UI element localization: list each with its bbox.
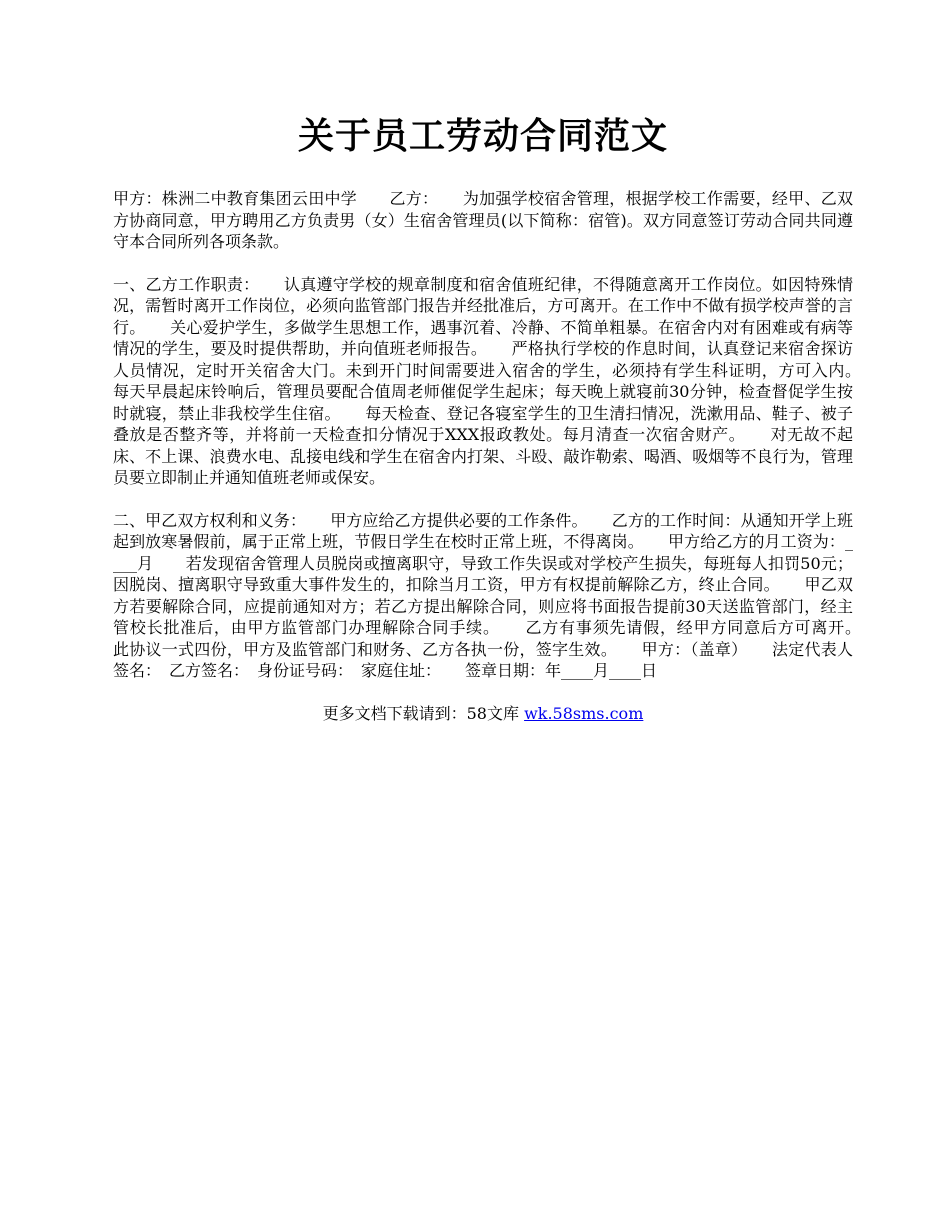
footer-link[interactable]: wk.58sms.com — [524, 703, 644, 723]
paragraph-rights: 二、甲乙双方权利和义务： 甲方应给乙方提供必要的工作条件。 乙方的工作时间：从通知开学上班起到放寒暑假前，属于正常上班，节假日学生在校时正常上班，不得离岗。 甲方给乙方的月工资为：____月 若发现宿舍管理人员脱岗或擅离职守，导致工作失误或对学校产生损失，每班每人扣罚50元；因脱岗、擅离职守导致重大事件发生的，扣除当月工资，甲方有权提前解除乙方，终止合同。 甲乙双方若要解除合同，应提前通知对方；若乙方提出解除合同，则应将书面报告提前30天送监管部门，经主管校长批准后，由甲方监管部门办理解除合同手续。 乙方有事须先请假，经甲方同意后方可离开。 此协议一式四份，甲方及监管部门和财务、乙方各执一份，签字生效。 甲方：（盖章） 法定代表人签名： 乙方签名： 身份证号码： 家庭住址： 签章日期：年____月____日 — [113, 510, 886, 680]
document-title: 关于员工劳动合同范文 — [297, 115, 668, 157]
footer-text: 更多文档下载请到：58文库 — [322, 703, 525, 723]
download-footer — [113, 703, 853, 725]
paragraph-duties: 一、乙方工作职责： 认真遵守学校的规章制度和宿舍值班纪律，不得随意离开工作岗位。如因特殊情况，需暂时离开工作岗位，必须向监管部门报告并经批准后，方可离开。在工作中不做有损学校声誉的言行。 关心爱护学生，多做学生思想工作，遇事沉着、冷静、不简单粗暴。在宿舍内对有困难或有病等情况的学生，要及时提供帮助，并向值班老师报告。 严格执行学校的作息时间，认真登记来宿舍探访人员情况，定时开关宿舍大门。未到开门时间需要进入宿舍的学生，必须持有学生科证明，方可入内。 每天早晨起床铃响后，管理员要配合值周老师催促学生起床；每天晚上就寝前30分钟，检查督促学生按时就寝，禁止非我校学生住宿。 每天检查、登记各寝室学生的卫生清扫情况，洗漱用品、鞋子、被子叠放是否整齐等，并将前一天检查扣分情况于XXX报政教处。每月清查一次宿舍财产。 对无故不起床、不上课、浪费水电、乱接电线和学生在宿舍内打架、斗殴、敲诈勒索、喝酒、吸烟等不良行为，管理员要立即制止并通知值班老师或保安。 — [113, 274, 886, 487]
document-page — [113, 112, 886, 725]
paragraph-intro: 甲方：株洲二中教育集团云田中学 乙方： 为加强学校宿舍管理，根据学校工作需要，经甲、乙双方协商同意，甲方聘用乙方负责男（女）生宿舍管理员(以下简称：宿管)。双方同意签订劳动合同共同遵守本合同所列各项条款。 — [113, 189, 853, 251]
